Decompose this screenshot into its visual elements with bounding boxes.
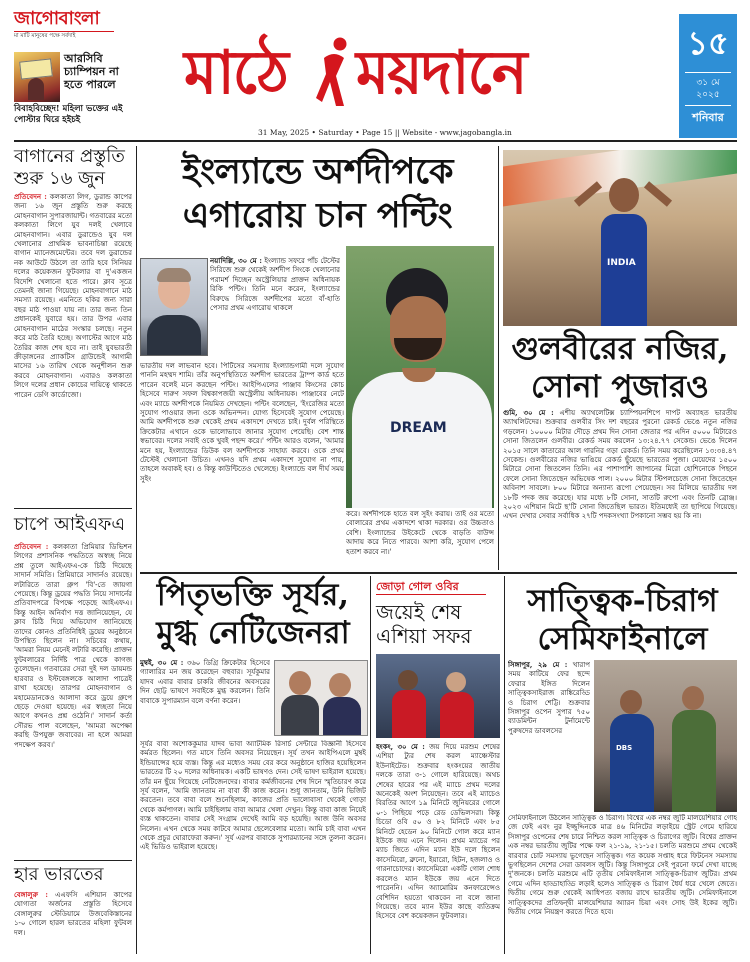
satwik-lead: সিঙ্গাপুর, ২৯ মে : xyxy=(508,660,568,669)
dateline: 31 May, 2025 • Saturday • Page 15 || Website - www.jagobangla.in xyxy=(258,128,512,137)
ifa-lead: প্রতিবেদন : xyxy=(14,542,49,551)
day-bn: শনিবার xyxy=(692,111,724,124)
page-number: ১৫ xyxy=(687,24,729,62)
bagan-body xyxy=(14,192,132,504)
gulbir-headline: গুলবীরের নজির, সোনা পুজারও xyxy=(511,331,729,405)
dream11-text: DREAM xyxy=(390,420,447,436)
teaser-caption: বিবাহবিচ্ছেদ! মহিলা ভক্তের এই পোস্টার ঘিরে হইচই xyxy=(14,104,123,125)
haar-headline: হার ভারতের xyxy=(14,864,104,885)
ifa-body xyxy=(14,542,132,858)
masthead-title-left: মাঠে xyxy=(184,38,287,108)
haar-body xyxy=(14,890,132,954)
satwik-jersey-text: DBS xyxy=(616,744,633,752)
satwik-body-1: সিঙ্গাপুর, ২৯ মে : খারাপ সময় কাটিয়ে ফের ছন্দে ফেরার ইঙ্গিত দিলেন সাত্ত্বিকসাইরাজ রাঙ্কিরেড্ডি ও চিরাগ শেট্টি। শুক্রবার সিঙ্গাপুর ওপেন সুপার ৭৫০ ব্যাডমিন্টন টুর্নামেন্টে পুরুষদের ডাবলসের xyxy=(508,660,590,735)
haar-lead: বেঙ্গালুরু : xyxy=(14,890,48,899)
gulbir-body: গুমি, ৩০ মে : এশীয় অ্যাথলেটিক্স চ্যাম্পিয়নশিপে দাপট অব্যাহত ভারতীয় অ্যাথলিটদের। শুক্রবার গুলবীর সিং দশ বছরের পুরনো রেকর্ড ভেঙে নতুন নজির গড়লেন। ১০০০০ মিটার দৌড়ে প্রথম দিন সোনা জেতার পর এদিন ৫০০০ মিটারেও সোনা জিতলেন গুলবীর। রেকর্ড সময় করলেন ১৩:২৪.৭৭ সেকেন্ড। ভেঙে দিলেন ২০১৫ সালে কাতারের আল গারনির গড়া রেকর্ড। তিনি সময় করেছিলেন ১৩:৩৪.৪৭ সেকেন্ড। গুলবীরের নজির ভাঙিয়ে রেকর্ড ছুঁয়েছে ভারতের পুজা। মেয়েদের ১৫০০ মিটারে সোনা জিতলেন তিনি। এর পাশাপাশি জাপানের মিরো হোশিনোকে পিছনে ফেলে সোনা জিতেছেন অভিষেক পাল। ২০০০ মিটার স্টিপলচেজে সোনা জিতেছেন অবিনাশ সাবলে। ৮০০ মিটারে অন্যান্য রূপো পেয়েছেন। সব মিলিয়ে ভারতীয় দল ১৮টি পদক জয় করেছে। যার মধ্যে ৮টি সোনা, সাতটি রুপো এবং তিনটি ব্রোঞ্জ। ২০২৩ এশিয়ান মিটে ছ'টি সোনা জিতেছিল ভারত। ইতিমধ্যেই তা ছাপিয়ে গিয়েছে। এখন দেখার সেবার সর্বাধিক ২৭টি পদকসংখ্যা টপকানো সম্ভব হয় কি না। xyxy=(503,408,737,521)
surya-lead: মুম্বই, ৩০ মে : xyxy=(140,658,184,667)
teaser-headline: আরসিবি চ্যাম্পিয়ন না হতে পারলে xyxy=(64,52,119,91)
ponting-photo xyxy=(140,258,208,356)
page-number-box xyxy=(679,14,737,138)
bagan-lead: প্রতিবেদন : xyxy=(14,192,47,201)
gulbir-photo xyxy=(503,150,737,326)
satwik-photo xyxy=(594,660,737,812)
satwik-body-2: সেমিফাইনালে উঠলেন সাত্ত্বিক ও চিরাগ। বিশ্বের এক নম্বর জুটি মালয়েশিয়ার গোহ জে ফেই এবং নুর ইজ্জুদ্দিনকে মাত্র ৪৬ মিনিটের লড়াইয়ে স্ট্রেট গেমে হারিয়ে সিঙ্গাপুর ওপেনের শেষ চারে নিশ্চিত করল সাত্ত্বিক ও চিরাগের জুটি। বিশ্বের প্রাক্তন এক নম্বর ভারতীয় জুটির পক্ষে ফল ২১-১৯, ২১-১৫। চলতি মরশুমে প্রথম থেকেই বারবার চোট সমস্যায় ভুগেছেন সাত্ত্বিক। গত কয়েক সপ্তাহ ধরে ফিটনেস সমস্যায় ভুগছিলেন দেশের সেরা ডাবলস জুটি। কিন্তু সিঙ্গাপুরে সেই পুরনো ফর্মে দেখা যাচ্ছে দু'জনকে। চলতি মরশুমে এটি তৃতীয় সেমিফাইনাল সাত্ত্বিক-চিরাগ জুটির। প্রথম গেমে এদিন হাড্ডাহাড্ডি লড়াই হলেও সাত্ত্বিক ও চিরাগ ধৈর্য ধরে খেলে জেতে। দ্বিতীয় গেমে শুরু থেকেই আধিপত্য বজায় রাখে ভারতীয় জুটি। সেমিফাইনালে সাত্ত্বিকদের প্রতিদ্বন্দ্বী মালয়েশিয়ার অ্যারন চিয়া এবং সোহ উই ইকের জুটি। দ্বিতীয় গেমে নিয়ন্ত্রণ করতে দিতে হবে। xyxy=(508,814,737,917)
haar-text: এএফসি এশিয়ান কাপের যোগ্যতা অর্জনের প্রস্তুতি হিসেবে বেঙ্গালুরুর স্টেডিয়ামে উজবেকিস্তানের ১-০ গোলে হারল ভারতের মহিলা ফুটবল দল। xyxy=(14,891,132,937)
footballer-logo-icon xyxy=(314,36,352,108)
bagan-headline: বাগানের প্রস্তুতি শুরু ১৬ জুন xyxy=(14,146,125,189)
india-jersey-text: INDIA xyxy=(607,258,636,268)
bagan-text: কলকাতা লিগ, ডুরান্ড কাপের জন্য ১৬ জুন প্রস্তুতি শুরু করছে মোহনবাগান সুপারজায়ান্ট। গতবারের মতো কলকাতা লিগে যুব দলই খেলাবে মোহনবাগান। এবার ডুরান্ডেও যুব দল খেলানোর প্রাথমিক ভাবনাচিন্তা রয়েছে বাগান ম্যানেজমেন্টের। তবে দল ডুরান্ডের নক আউটে উঠলে তা তারি হবে সিনিয়র দলের কয়েকজন ফুটবলার বা দু'একজন বিদেশি খেলানো হতে পারে। ক্লাব সূত্রে তেমনই জানা গিয়েছে। মোহনবাগানে মাঠ সমস্যা রয়েছে। এমনিতে হকির জন্য সারা বছর মাঠ পাওয়া যায় না। তার জন্য তিন প্রধানকেই যুবারে হয়। তার উপর এবার মোহনবাগান মাঠের সংস্কার চলছে। নতুন করে মাঠ তৈরি হচ্ছে। অগাস্টের আগে মাঠ তৈরির কাজ শেষ হবে না। তাই যুবভারতী ক্রীড়াঙ্গনের প্র্যাকটিস গ্রাউন্ডেই আগামী মাসের ১৬ তারিখ থেকে অনুশীলন শুরু করবে মোহনবাগান। এবারও কলকাতা লিগে দলের প্রধান কোচের দায়িত্বে থাকতে পারেন ডেগি কার্ডোজো। xyxy=(14,193,132,399)
manutd-photo xyxy=(376,654,500,738)
masthead-title xyxy=(178,34,638,124)
masthead-title-right: ময়দানে xyxy=(356,38,526,108)
date-bn: ৩১ মে ২০২৫ xyxy=(685,72,731,106)
teaser-photo xyxy=(14,52,60,102)
surya-body-2: সূর্যর বাবা অশোককুমার যাদব ভাবা অ্যাটমিক রিসার্চ সেন্টারে বিজ্ঞানী হিসেবে কর্মরত ছিলেন। গত মাসে তিনি অবসর নিয়েছেন। সূর্য তখন আইপিএলে মুম্বই ইন্ডিয়ান্সের হয়ে ব্যস্ত। কিন্তু এর মধ্যেও সময় বের করে অনুষ্ঠানে হাজির হয়েছিলেন ভারতের টি ২০ দলের অধিনায়ক। একটি ভাষণও দেন। সেই ভাষণ ভাইরাল হয়েছে। তাঁর মন ছুঁয়ে গিয়েছে নেটিজেনদের। বাবার কর্মজীবনের শেষ দিনে স্মৃতিচারণ করে সূর্য বলেন, 'আমি জানতাম না বাবা কী কাজ করেন। শুধু জানতাম, উনি ভিজিট করতেন। তবে বাবা বলে শুনেছিলাম, কাজের প্রতি ভালোবাসা থেকেই গোড়া থেকে কর্মপাগল। আমি চাইছিলাম বাবা আমার খেলা দেখুন। কিন্তু বাবা কাজ নিয়েই ব্যস্ত থাকতেন। বাবার সেই সংগ্রাম দেখেই আমি বড় হয়েছি। আজ উনি অবসর নিলেন। এখন থেকে সময় কাটবে আমার ছেলেবেলার মতো। আমি চাই বাবা এখন থেকে প্রচুর ঘোরাফেরা করুন।' সূর্য এরপর বাবাকে সুপারম্যানের সঙ্গে তুলনা করেন। এই ভিডিও ভাইরাল হয়েছে। xyxy=(140,740,366,852)
logo xyxy=(14,8,134,48)
arshdeep-body-1: নয়াদিল্লি, ৩০ মে : ইংল্যান্ড সফরে পাঁচ টেস্টের সিরিজে শুরু থেকেই অর্শদীপ সিংকে খেলানোর পরামর্শ দিচ্ছেন অস্ট্রেলিয়ার প্রাক্তন অধিনায়ক রিকি পন্টিং। তিনি মনে করেন, ইংল্যান্ডের বিরুদ্ধে সিরিজে অর্শদীপের মতো বাঁ-হাতি পেসার প্রথম এগারোয় থাকলে xyxy=(210,256,340,313)
surya-headline: পিতৃভক্তি সূর্যর, মুগ্ধ নেটিজেনরা xyxy=(156,577,350,651)
gulbir-lead: গুমি, ৩০ মে : xyxy=(503,408,554,417)
ifa-text: কলকাতা প্রিমিয়ার ডিভিশন লিগের প্রশাসনিক পদ্ধতিতে অস্বচ্ছ নিয়ে প্রশ্ন তুলে আইএফএ-কে চিঠি দিয়েছে সাদার্ন সমিতি। প্রিমিয়ারে সাদার্নও রয়েছে। লটারিতে তারা গ্রুপ 'বি'-তে জায়গা পেয়েছে। কিন্তু ড্রয়ের পদ্ধতি নিয়ে সাদার্নের প্রতিবাদপত্রে বিপক্ষে পড়েছে আইএফএ। কিন্তু আইন অনির্বাণ দত্ত জানিয়েছেন, যে ক্লাব চিঠি দিয়ে অভিযোগ জানিয়েছে তাদের কোনও প্রতিনিধিই ড্রয়ের অনুষ্ঠানে উপস্থিত ছিলেন না। সচিবের কথায়, 'আমরা নিয়ম মেনেই লটারি করেছি। প্রাক্তন ফুটবলারের নির্দিষ্ট পাত্র থেকে কাগজ তুলেছেন। গতবারের সেরা দুই দল ডায়মন্ড হারবার ও ইস্টবেঙ্গলকে আলাদা পাত্রেই রাখা হয়েছে। তারপর মোহনবাগান ও মহামেডানকেও আলাদা করে ড্রয়ে গ্রুপে ছেড়ে দেওয়া হয়েছে। এর স্বচ্ছতা নিয়ে আগে কখনও প্রশ্ন ওঠেনি।' সাদার্ন কর্তা সৌরভ পাল বলেছেন, 'আমরা অপেক্ষা করছি উপযুক্ত জবাবের। না হলে আমরা পদক্ষেপ করব।' xyxy=(14,543,132,749)
arshdeep-photo xyxy=(346,246,494,508)
jora-headline: জয়েই শেষ এশিয়া সফর xyxy=(376,600,472,648)
arshdeep-body-2: ভারতীয় দল লাভবান হবে। পিটিসের সমস্যায় ইংল্যান্ডগামী দলে সুযোগ পাননি মহম্মদ শামি। তাঁর অনুপস্থিতিতে অর্শদীপ ভারতের ট্রাম্প কার্ড হতে পারেন বলেই মনে করছেন পন্টিং। আইপিএলের পাঞ্জাব কিংসের কোচ হিসেবে দারুণ সফল বিশ্বকাপজয়ী অস্ট্রেলীয় অধিনায়ক। পাঞ্জাবের নেটে এবং ম্যাচে অর্শদীপকে নিয়মিত দেখছেন। পন্টিং বলেছেন, 'ইংরেজির মতো সুযোগ পাওয়ার জন্য ওকে অভিনন্দন। যোগ্য হিসেবেই সুযোগ পেয়েছে। আমি অর্শদীপকে শুরু থেকেই প্রথম একাদশে দেখতে চাই। দুর্বল পরিস্থিতে ক্রিকেটার এখানে ওকে ভালোভাবে জানার সুযোগ পেয়েছি। বেশ শান্ত স্বভাবের। দলের সবাই ওকে খুবই পছন্দ করে।' পন্টিং আরও বলেন, 'আমার মনে হয়, ইংল্যান্ডের ডিউক বল অর্শদীপকে সাহায্য করবে। ওকে প্রথম টেস্টেই খেলানো উচিত। এখনও যদি প্রথম একাদশে সুযোগ না পায়, তাহলে অবাকই হব। ও কিন্তু কাউন্টিতেও খেলেছে। ইংল্যান্ডে বল দীর্ঘ সময় সুইং xyxy=(140,362,344,483)
surya-photo xyxy=(274,660,368,736)
ifa-headline: চাপে আইএফএ xyxy=(14,514,126,535)
jora-body: হংকং, ৩০ মে : জয় দিয়ে মরশুম শেষের এশিয়া ট্যুর শেষ করল ম্যাঞ্চেস্টার ইউনাইটেড। শুক্রবার হংকংয়ের জাতীয় দলকে তারা ৩-১ গোলে হারিয়েছে। অথচ শেষের হারের পর এই ম্যাচে প্রথম দলের অনেকেই অংশ নিয়েছেন। তবে এই ম্যাচেও বিরতির আগে ১৯ মিনিটে জুনিয়রের গোলে ০-১ পিছিয়ে পড়ে রেড ডেভিলসরা। কিন্তু চিডো ওবি ৫০ ও ৮২ মিনিটে এবং ৮৫ মিনিটে হেডেন ৯০ মিনিটে গোল করে ম্যান ইউকে জয় এনে দিলেন। প্রথম ম্যাচের পর ম্যাচ জিতে এদিন ম্যান ইউ দলে ছিলেন কাসেমিরো, ব্রুনো, ইয়ারো, হিটন, হজলাও ও গারনাচোদের। ক্যাসেমিরো একটি গোল শোধ করলেও ম্যান ইউকে জয় এনে দিতে পারেননি। এদিন অ্যামোরিম কনফারেন্সেও বেশিদিন হয়তো থাকবেন না বলে জানা গিয়েছে। তবে ম্যান ইউর কাছে ব্যতিক্রম হিসেবে বেশ কয়েকজন ফুটবলার। xyxy=(376,742,500,921)
arshdeep-lead: নয়াদিল্লি, ৩০ মে : xyxy=(210,256,262,265)
jora-lead: হংকং, ৩০ মে : xyxy=(376,742,425,751)
logo-text: জাগোবাংলা xyxy=(14,8,100,29)
satwik-headline: সাত্ত্বিক-চিরাগ সেমিফাইনালে xyxy=(527,583,718,657)
jora-tag: জোড়া গোল ওবির xyxy=(376,580,486,595)
arshdeep-body-3: করে। অর্শদীপকে হাতে বল সুইং করায়। তাই ওর মতো বোলারের প্রথম একাদশে থাকা দরকার। ওর উচ্চতাও বেশি। ইংল্যান্ডের উইকেটে থেকে বাড়তি বাউন্স আদায় করে নিতে পারবে। আশা করি, সুযোগ পেলে হতাশ করবে না।' xyxy=(346,510,494,556)
surya-body-1: মুম্বই, ৩০ মে : ৩৬০ ডিগ্রি ক্রিকেটার হিসেবে গ্যালারির মন জয় করেছেন বহুবার। সূর্যকুমার যাদব এবার বাবার চাকরি জীবনের অবসরের দিন ছোট্ট ভাষণে সবাইকে মুগ্ধ করলেন। তিনি বাবাকে সুপারম্যান বলে বর্ণনা করেন। xyxy=(140,658,270,705)
logo-tagline: মা মাটি মানুষের পক্ষে সর্বদাই xyxy=(14,31,114,41)
arshdeep-headline: ইংল্যান্ডে অর্শদীপকে এগারোয় চান পন্টিং xyxy=(181,151,454,236)
